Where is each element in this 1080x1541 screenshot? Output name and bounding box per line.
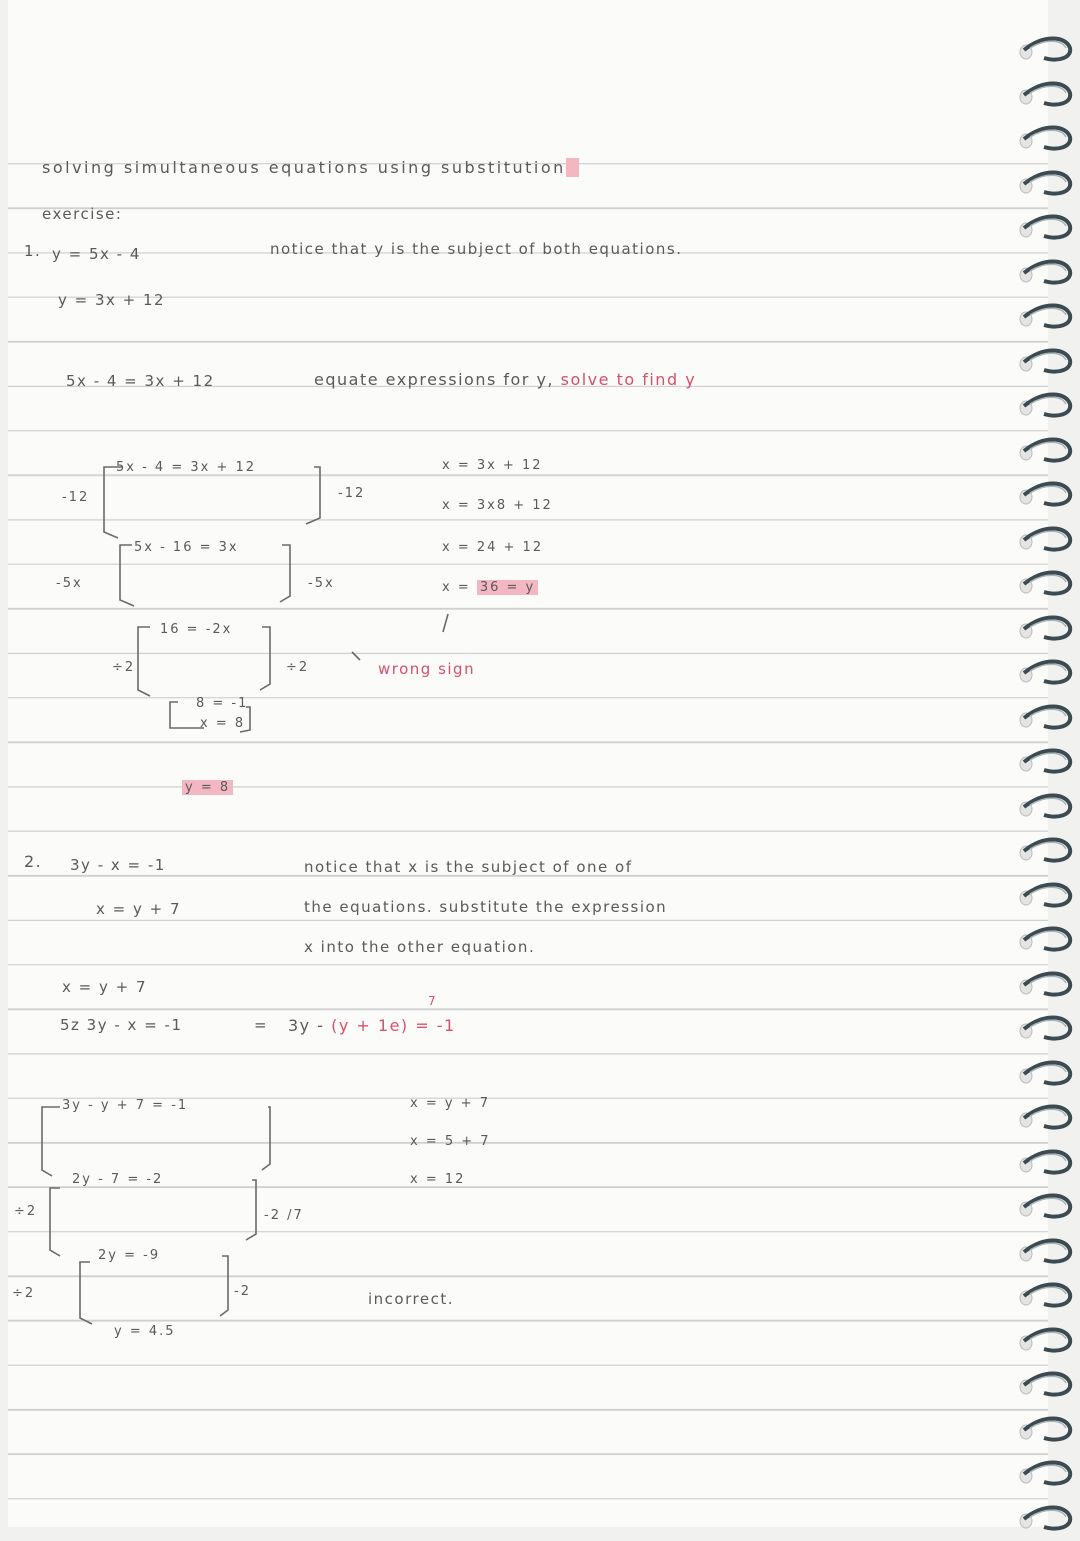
q2-substitution: 3y - (y + 1e) = -1 [288, 1016, 456, 1035]
title-highlight [566, 158, 580, 177]
page-subtitle: exercise: [42, 205, 123, 223]
q1-equate: 5x - 4 = 3x + 12 [66, 372, 215, 390]
wrong-sign-note: wrong sign [378, 660, 476, 678]
q2-note-line-1: notice that x is the subject of one of [304, 858, 633, 876]
q2-op-left-2: ÷2 [12, 1286, 36, 1301]
q1-op-left-2: -5x [56, 576, 83, 591]
q2-verdict: incorrect. [368, 1290, 454, 1308]
q2-op-right-1: -2 /7 [264, 1208, 304, 1223]
q2-rewrite-2: 5z 3y - x = -1 [60, 1016, 183, 1034]
q1-result: y = 8 [182, 780, 233, 795]
q2-subst-seven: 7 [428, 994, 438, 1008]
q2-equation-2: x = y + 7 [96, 900, 182, 918]
q1-check-3: x = 24 + 12 [442, 540, 544, 555]
q2-rewrite-1: x = y + 7 [62, 978, 148, 996]
q1-equation-2: y = 3x + 12 [58, 291, 166, 309]
q2-check-1: x = y + 7 [410, 1096, 490, 1111]
q1-op-right-1: -12 [338, 486, 366, 501]
q1-equation-1: y = 5x - 4 [52, 245, 141, 263]
q2-step-3: 2y = -9 [98, 1248, 161, 1263]
q2-op-left-1: ÷2 [14, 1204, 38, 1219]
q2-check-2: x = 5 + 7 [410, 1134, 491, 1149]
q1-op-left-3: ÷2 [112, 660, 136, 675]
q2-step-4: y = 4.5 [114, 1324, 176, 1339]
q1-op-right-3: ÷2 [286, 660, 310, 675]
q1-step-2: 5x - 16 = 3x [134, 540, 239, 555]
q2-equals: = [254, 1016, 269, 1034]
q2-check-3: x = 12 [410, 1172, 466, 1187]
q1-step-3: 16 = -2x [160, 622, 233, 637]
q1-equate-note: equate expressions for y, solve to find y [314, 370, 697, 389]
q2-note-line-3: x into the other equation. [304, 938, 536, 956]
q1-op-right-2: -5x [308, 576, 335, 591]
q2-note-line-2: the equations. substitute the expression [304, 898, 668, 916]
q2-equation-1: 3y - x = -1 [70, 856, 166, 874]
q2-op-right-2: -2 [234, 1284, 251, 1299]
q2-step-1: 3y - y + 7 = -1 [62, 1098, 189, 1113]
q1-op-left-1: -12 [62, 490, 90, 505]
q1-note: notice that y is the subject of both equations. [270, 240, 683, 258]
q1-step-5: x = 8 [200, 716, 246, 731]
q2-step-2: 2y - 7 = -2 [72, 1172, 164, 1187]
q1-check-2: x = 3x8 + 12 [442, 498, 553, 513]
q1-step-1: 5x - 4 = 3x + 12 [116, 460, 257, 475]
q1-step-4: 8 = -1 [196, 696, 249, 711]
q2-number: 2. [24, 852, 43, 871]
q1-number: 1. [24, 242, 42, 260]
q1-check-final: x = 36 = y [442, 580, 538, 595]
q1-check-1: x = 3x + 12 [442, 458, 543, 473]
page-title: solving simultaneous equations using substitution [42, 158, 579, 177]
